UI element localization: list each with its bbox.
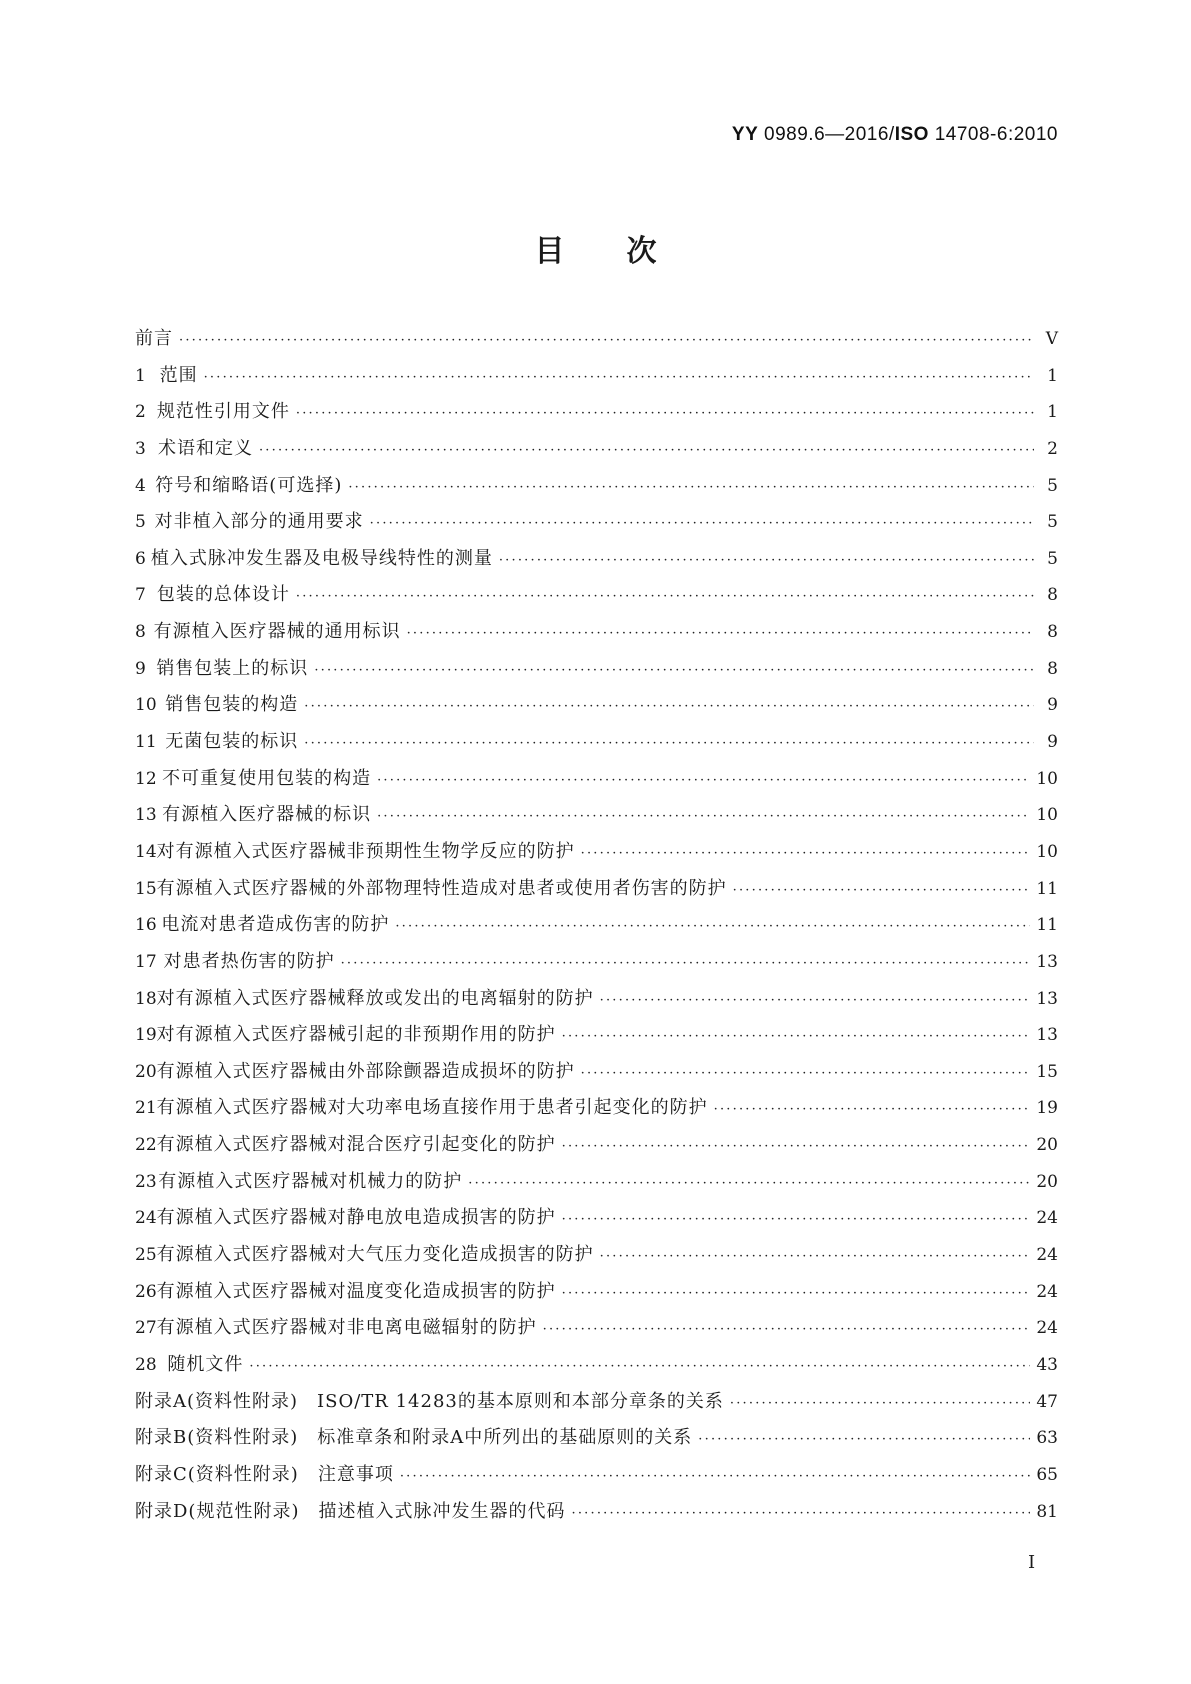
toc-entry-page: 11 [1036,878,1058,899]
toc-entry[interactable] [135,1167,1058,1204]
toc-leader-dots [377,809,1030,824]
toc-entry-page: 5 [1047,512,1058,533]
toc-entry-number: 9 [135,658,146,679]
toc-entry-label: 对非植入部分的通用要求 [154,511,364,533]
toc-entry-label: 有源植入式医疗器械由外部除颤器造成损坏的防护 [156,1060,575,1082]
toc-entry[interactable] [135,397,1058,434]
toc-entry-page: 9 [1047,695,1058,716]
toc-entry[interactable] [135,1350,1058,1387]
toc-entry-label: 销售包装上的标识 [156,657,309,679]
toc-leader-dots [562,1286,1031,1301]
toc-entry-page: 5 [1047,548,1058,569]
toc-entry-label: 有源植入医疗器械的标识 [162,804,372,826]
toc-entry[interactable] [135,800,1058,837]
toc-entry[interactable] [135,1203,1058,1240]
toc-entry-page: 24 [1036,1245,1058,1266]
toc-entry-label: 附录D(规范性附录) 描述植入式脉冲发生器的代码 [135,1500,566,1522]
toc-leader-dots [571,1506,1030,1521]
toc-entry[interactable] [135,654,1058,691]
toc-entry-label: 有源植入式医疗器械对大功率电场直接作用于患者引起变化的防护 [156,1097,708,1119]
toc-entry-page: 13 [1036,988,1058,1009]
toc-entry-label: 有源植入式医疗器械的外部物理特性造成对患者或使用者伤害的防护 [156,877,727,899]
toc-entry[interactable] [135,361,1058,398]
toc-entry-label: 有源植入式医疗器械对机械力的防护 [158,1170,463,1192]
toc-entry-number: 24 [135,1208,157,1229]
toc-entry-page: 10 [1036,768,1058,789]
toc-entry[interactable] [135,1277,1058,1314]
table-of-contents [135,324,1058,1533]
toc-entry-number: 3 [135,438,146,459]
toc-entry-label: 有源植入式医疗器械对非电离电磁辐射的防护 [156,1317,537,1339]
toc-leader-dots [341,956,1031,971]
toc-entry-page: 65 [1036,1464,1058,1485]
toc-entry[interactable] [135,507,1058,544]
toc-entry[interactable] [135,764,1058,801]
toc-entry-page: 1 [1047,365,1058,386]
toc-entry[interactable] [135,947,1058,984]
toc-entry[interactable] [135,1497,1058,1534]
toc-entry-number: 2 [135,402,146,423]
toc-entry-label: 对患者热伤害的防护 [163,950,335,972]
toc-leader-dots [407,626,1034,641]
toc-leader-dots [204,370,1034,385]
standard-code [732,124,1058,146]
toc-leader-dots [296,406,1034,421]
toc-entry-label: 随机文件 [167,1353,244,1375]
toc-entry-label: 附录A(资料性附录) ISO/TR 14283的基本原则和本部分章条的关系 [135,1390,724,1412]
toc-entry-number: 4 [135,475,146,496]
toc-entry-label: 术语和定义 [157,437,253,459]
toc-entry-page: 43 [1036,1354,1058,1375]
toc-leader-dots [733,883,1031,898]
toc-entry-label: 有源植入式医疗器械对静电放电造成损害的防护 [156,1207,556,1229]
toc-leader-dots [714,1102,1031,1117]
toc-entry-label: 电流对患者造成伤害的防护 [161,914,390,936]
toc-entry[interactable] [135,1020,1058,1057]
toc-entry-label: 不可重复使用包装的构造 [162,767,372,789]
toc-entry-label: 前言 [135,328,173,349]
toc-entry-number: 5 [135,512,146,533]
toc-entry-number: 25 [135,1245,157,1266]
toc-leader-dots [179,333,1034,348]
toc-entry-label: 包装的总体设计 [156,584,290,606]
toc-entry-number: 6 [135,548,146,569]
toc-entry[interactable] [135,434,1058,471]
toc-entry-page: V [1045,329,1058,349]
toc-entry-number: 16 [135,915,157,936]
toc-leader-dots [499,553,1034,568]
toc-entry-label: 符号和缩略语(可选择) [155,474,343,496]
toc-entry-number: 1 [135,365,146,386]
toc-entry[interactable] [135,727,1058,764]
toc-entry-label: 有源植入式医疗器械对大气压力变化造成损害的防护 [156,1244,594,1266]
toc-entry-page: 15 [1036,1061,1058,1082]
toc-entry-page: 81 [1036,1501,1058,1522]
toc-entry-number: 27 [135,1318,157,1339]
toc-entry-number: 14 [135,841,157,862]
toc-leader-dots [395,919,1030,934]
toc-leader-dots [600,1249,1031,1264]
toc-leader-dots [581,1066,1031,1081]
page-number: I [1028,1552,1036,1573]
toc-entry-number: 20 [135,1061,157,1082]
toc-leader-dots [562,1029,1031,1044]
toc-entry-label: 销售包装的构造 [165,694,299,716]
toc-entry-number: 23 [135,1171,157,1192]
toc-entry[interactable] [135,544,1058,581]
toc-entry-label: 附录B(资料性附录) 标准章条和附录A中所列出的基础原则的关系 [135,1427,693,1449]
toc-entry[interactable] [135,1130,1058,1167]
toc-entry[interactable] [135,324,1058,361]
toc-entry-page: 19 [1036,1098,1058,1119]
toc-leader-dots [543,1322,1031,1337]
toc-entry-page: 20 [1036,1171,1058,1192]
toc-entry-page: 24 [1036,1281,1058,1302]
toc-leader-dots [314,663,1034,678]
toc-entry-page: 24 [1036,1318,1058,1339]
toc-entry-label: 对有源植入式医疗器械非预期性生物学反应的防护 [156,840,575,862]
toc-leader-dots [304,736,1034,751]
toc-entry-label: 规范性引用文件 [156,401,290,423]
toc-entry-page: 63 [1036,1428,1058,1449]
toc-entry-number: 10 [135,695,157,716]
toc-entry-page: 2 [1047,438,1058,459]
toc-entry-number: 15 [135,878,157,899]
toc-leader-dots [730,1396,1031,1411]
toc-leader-dots [698,1432,1030,1447]
toc-entry-page: 47 [1036,1391,1058,1412]
toc-entry[interactable] [135,1313,1058,1350]
toc-entry-label: 范围 [159,364,198,386]
toc-entry[interactable] [135,690,1058,727]
standard-code-main: 0989.6—2016/ [758,124,895,145]
toc-entry-label: 有源植入式医疗器械对混合医疗引起变化的防护 [156,1134,556,1156]
toc-leader-dots [296,589,1034,604]
toc-entry-label: 有源植入医疗器械的通用标识 [153,621,401,643]
toc-leader-dots [600,993,1031,1008]
toc-entry-label: 有源植入式医疗器械对温度变化造成损害的防护 [156,1280,556,1302]
standard-code-iso: ISO [894,124,929,145]
toc-entry-page: 9 [1047,732,1058,753]
toc-entry-page: 8 [1047,658,1058,679]
toc-entry[interactable] [135,837,1058,874]
toc-entry-number: 19 [135,1025,157,1046]
toc-leader-dots [562,1212,1031,1227]
toc-entry[interactable] [135,1423,1058,1460]
toc-entry-page: 20 [1036,1135,1058,1156]
standard-code-rest: 14708-6:2010 [928,124,1058,145]
standard-code-prefix: YY [731,124,759,145]
toc-entry[interactable] [135,910,1058,947]
toc-entry[interactable] [135,1057,1058,1094]
toc-entry[interactable] [135,1387,1058,1424]
toc-entry-page: 10 [1036,841,1058,862]
toc-entry-page: 8 [1047,622,1058,643]
toc-entry[interactable] [135,874,1058,911]
page-title: 目次 [534,234,719,269]
toc-leader-dots [400,1469,1031,1484]
toc-entry-label: 附录C(资料性附录) 注意事项 [135,1463,394,1485]
toc-entry[interactable] [135,617,1058,654]
toc-entry-number: 21 [135,1098,157,1119]
toc-entry-number: 7 [135,585,146,606]
toc-leader-dots [581,846,1031,861]
toc-leader-dots [304,699,1034,714]
toc-entry-page: 13 [1036,951,1058,972]
toc-entry-page: 5 [1047,475,1058,496]
toc-entry[interactable] [135,580,1058,617]
toc-entry-number: 17 [135,951,157,972]
toc-entry-page: 1 [1047,402,1058,423]
toc-entry-number: 22 [135,1135,157,1156]
toc-entry-label: 对有源植入式医疗器械引起的非预期作用的防护 [156,1024,556,1046]
toc-leader-dots [249,1359,1030,1374]
toc-entry-page: 8 [1047,585,1058,606]
toc-entry-label: 无菌包装的标识 [165,731,299,753]
toc-entry[interactable] [135,1093,1058,1130]
toc-entry-page: 10 [1036,805,1058,826]
toc-entry-label: 对有源植入式医疗器械释放或发出的电离辐射的防护 [156,987,594,1009]
toc-entry-label: 植入式脉冲发生器及电极导线特性的测量 [150,547,493,569]
toc-entry-number: 12 [135,768,157,789]
toc-entry[interactable] [135,984,1058,1021]
toc-leader-dots [259,443,1034,458]
toc-entry-number: 13 [135,805,157,826]
toc-entry-number: 8 [135,622,146,643]
toc-entry-number: 26 [135,1281,157,1302]
toc-entry-page: 24 [1036,1208,1058,1229]
toc-entry-number: 28 [135,1354,157,1375]
toc-entry-number: 11 [135,732,157,753]
toc-leader-dots [377,773,1030,788]
toc-entry[interactable] [135,1460,1058,1497]
toc-entry-page: 11 [1036,915,1058,936]
toc-entry-number: 18 [135,988,157,1009]
toc-entry[interactable] [135,471,1058,508]
toc-entry-page: 13 [1036,1025,1058,1046]
toc-entry[interactable] [135,1240,1058,1277]
toc-leader-dots [562,1139,1031,1154]
toc-leader-dots [468,1176,1030,1191]
toc-leader-dots [370,516,1034,531]
toc-leader-dots [348,480,1034,495]
